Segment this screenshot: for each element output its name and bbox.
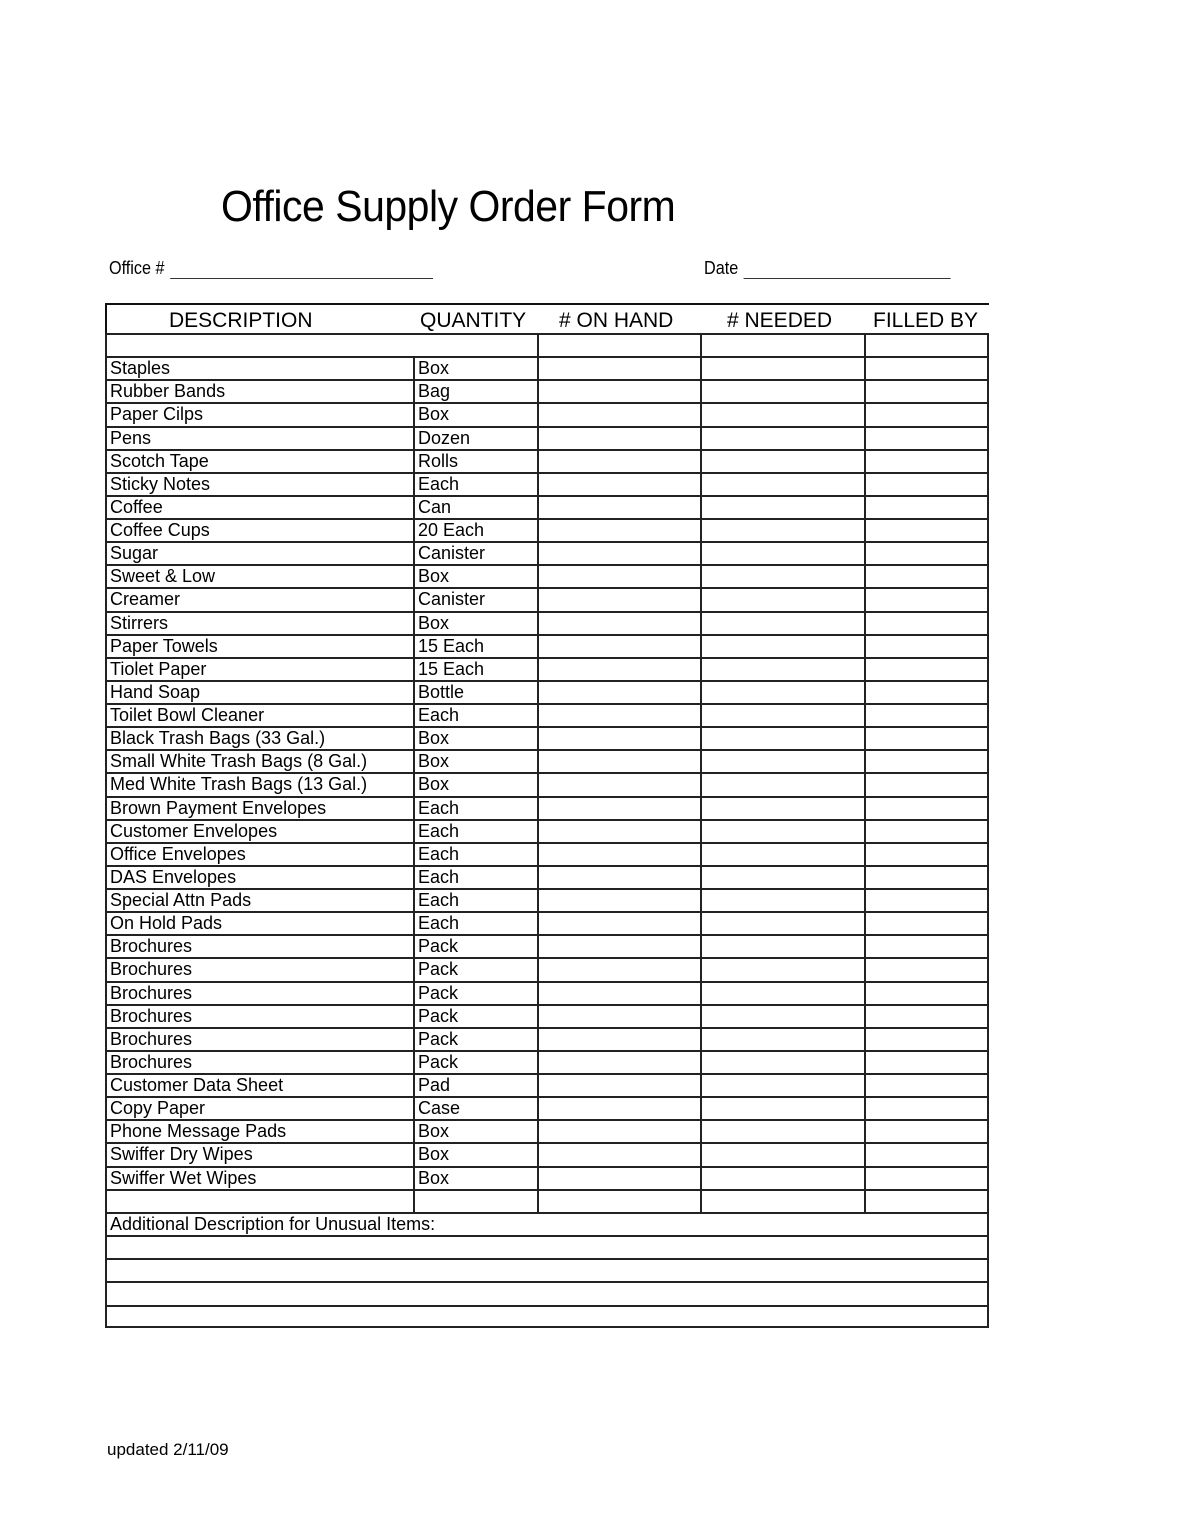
description-cell: Sugar xyxy=(105,541,413,564)
filled-by-cell[interactable] xyxy=(864,911,989,934)
quantity-cell: Each xyxy=(413,819,537,842)
quantity-cell: Pad xyxy=(413,1073,537,1096)
description-cell[interactable] xyxy=(105,1189,413,1212)
office-number-input[interactable] xyxy=(170,260,433,279)
table-row xyxy=(105,518,989,541)
description-cell: Coffee xyxy=(105,495,413,518)
needed-cell[interactable] xyxy=(700,772,864,795)
table-row xyxy=(105,981,989,1004)
needed-cell[interactable] xyxy=(700,611,864,634)
on-hand-cell[interactable] xyxy=(537,842,700,865)
description-cell: Brochures xyxy=(105,1050,413,1073)
quantity-cell: Box xyxy=(413,726,537,749)
on-hand-cell[interactable] xyxy=(537,680,700,703)
filled-by-cell[interactable] xyxy=(864,426,989,449)
needed-cell[interactable] xyxy=(700,934,864,957)
quantity-cell: Box xyxy=(413,564,537,587)
needed-cell[interactable] xyxy=(700,634,864,657)
needed-cell[interactable] xyxy=(700,957,864,980)
description-cell: Paper Cilps xyxy=(105,402,413,425)
description-cell: Creamer xyxy=(105,587,413,610)
filled-by-cell[interactable] xyxy=(864,402,989,425)
table-row-blank xyxy=(105,1189,989,1212)
description-cell: Pens xyxy=(105,426,413,449)
needed-cell[interactable] xyxy=(700,1027,864,1050)
filled-by-cell[interactable] xyxy=(864,495,989,518)
filled-by-cell[interactable] xyxy=(864,1073,989,1096)
table-row xyxy=(105,888,989,911)
needed-cell[interactable] xyxy=(700,379,864,402)
quantity-cell: Box xyxy=(413,772,537,795)
description-cell: Swiffer Dry Wipes xyxy=(105,1142,413,1165)
date-field xyxy=(704,257,951,279)
needed-cell[interactable] xyxy=(700,1119,864,1142)
filled-by-cell[interactable] xyxy=(864,703,989,726)
filled-by-cell[interactable] xyxy=(864,1189,989,1212)
on-hand-cell[interactable] xyxy=(537,865,700,888)
needed-cell[interactable] xyxy=(700,865,864,888)
on-hand-cell[interactable] xyxy=(537,1189,700,1212)
needed-cell[interactable] xyxy=(700,518,864,541)
needed-cell[interactable] xyxy=(700,587,864,610)
needed-cell[interactable] xyxy=(700,472,864,495)
quantity-cell: Bottle xyxy=(413,680,537,703)
on-hand-cell[interactable] xyxy=(537,934,700,957)
table-row xyxy=(105,703,989,726)
table-row xyxy=(105,1119,989,1142)
date-input[interactable] xyxy=(744,260,951,279)
quantity-cell: Pack xyxy=(413,1027,537,1050)
needed-cell[interactable] xyxy=(700,333,864,356)
filled-by-cell[interactable] xyxy=(864,865,989,888)
table-row-blank xyxy=(105,333,989,356)
table-row xyxy=(105,402,989,425)
on-hand-cell[interactable] xyxy=(537,911,700,934)
filled-by-cell[interactable] xyxy=(864,657,989,680)
table-row xyxy=(105,564,989,587)
table-row xyxy=(105,865,989,888)
filled-by-cell[interactable] xyxy=(864,518,989,541)
needed-cell[interactable] xyxy=(700,1142,864,1165)
description-cell: DAS Envelopes xyxy=(105,865,413,888)
quantity-cell: Box xyxy=(413,402,537,425)
quantity-cell: Box xyxy=(413,1142,537,1165)
description-cell: Customer Envelopes xyxy=(105,819,413,842)
description-cell: Brown Payment Envelopes xyxy=(105,796,413,819)
filled-by-cell[interactable] xyxy=(864,472,989,495)
on-hand-cell[interactable] xyxy=(537,796,700,819)
on-hand-cell[interactable] xyxy=(537,611,700,634)
table-row xyxy=(105,749,989,772)
description-cell: Swiffer Wet Wipes xyxy=(105,1166,413,1189)
filled-by-cell[interactable] xyxy=(864,1027,989,1050)
quantity-cell: Dozen xyxy=(413,426,537,449)
on-hand-cell[interactable] xyxy=(537,1096,700,1119)
needed-cell[interactable] xyxy=(700,796,864,819)
filled-by-cell[interactable] xyxy=(864,634,989,657)
needed-cell[interactable] xyxy=(700,819,864,842)
description-cell: Tiolet Paper xyxy=(105,657,413,680)
quantity-cell: Canister xyxy=(413,541,537,564)
needed-cell[interactable] xyxy=(700,726,864,749)
quantity-cell: Box xyxy=(413,611,537,634)
description-cell: Office Envelopes xyxy=(105,842,413,865)
filled-by-cell[interactable] xyxy=(864,1119,989,1142)
description-cell: On Hold Pads xyxy=(105,911,413,934)
filled-by-cell[interactable] xyxy=(864,379,989,402)
table-row xyxy=(105,426,989,449)
on-hand-cell[interactable] xyxy=(537,587,700,610)
table-row xyxy=(105,379,989,402)
table-row xyxy=(105,1142,989,1165)
on-hand-cell[interactable] xyxy=(537,333,700,356)
filled-by-cell[interactable] xyxy=(864,587,989,610)
quantity-cell: 15 Each xyxy=(413,634,537,657)
needed-cell[interactable] xyxy=(700,1073,864,1096)
table-row xyxy=(105,587,989,610)
needed-cell[interactable] xyxy=(700,356,864,379)
table-row xyxy=(105,356,989,379)
quantity-cell: Each xyxy=(413,472,537,495)
on-hand-cell[interactable] xyxy=(537,819,700,842)
quantity-cell: Box xyxy=(413,749,537,772)
filled-by-cell[interactable] xyxy=(864,772,989,795)
on-hand-cell[interactable] xyxy=(537,472,700,495)
needed-cell[interactable] xyxy=(700,1189,864,1212)
quantity-cell: Pack xyxy=(413,1004,537,1027)
on-hand-cell[interactable] xyxy=(537,518,700,541)
quantity-cell: Box xyxy=(413,1166,537,1189)
filled-by-cell[interactable] xyxy=(864,842,989,865)
description-cell: Rubber Bands xyxy=(105,379,413,402)
needed-cell[interactable] xyxy=(700,1050,864,1073)
table-row xyxy=(105,957,989,980)
on-hand-cell[interactable] xyxy=(537,449,700,472)
needed-cell[interactable] xyxy=(700,842,864,865)
additional-description-line[interactable] xyxy=(105,1235,989,1258)
table-row xyxy=(105,634,989,657)
table-row xyxy=(105,1004,989,1027)
header-quantity: QUANTITY xyxy=(420,309,527,332)
table-row xyxy=(105,842,989,865)
table-row xyxy=(105,611,989,634)
needed-cell[interactable] xyxy=(700,495,864,518)
quantity-cell: Can xyxy=(413,495,537,518)
description-cell: Coffee Cups xyxy=(105,518,413,541)
filled-by-cell[interactable] xyxy=(864,796,989,819)
quantity-cell: Canister xyxy=(413,587,537,610)
quantity-cell: Pack xyxy=(413,957,537,980)
filled-by-cell[interactable] xyxy=(864,333,989,356)
filled-by-cell[interactable] xyxy=(864,819,989,842)
quantity-cell[interactable] xyxy=(413,333,537,356)
description-cell: Brochures xyxy=(105,1004,413,1027)
quantity-cell: 20 Each xyxy=(413,518,537,541)
quantity-cell: Pack xyxy=(413,1050,537,1073)
filled-by-cell[interactable] xyxy=(864,564,989,587)
quantity-cell: Box xyxy=(413,1119,537,1142)
description-cell: Sweet & Low xyxy=(105,564,413,587)
on-hand-cell[interactable] xyxy=(537,772,700,795)
filled-by-cell[interactable] xyxy=(864,1096,989,1119)
needed-cell[interactable] xyxy=(700,541,864,564)
filled-by-cell[interactable] xyxy=(864,726,989,749)
quantity-cell: Case xyxy=(413,1096,537,1119)
quantity-cell: Each xyxy=(413,888,537,911)
table-row xyxy=(105,772,989,795)
additional-description-line[interactable] xyxy=(105,1305,989,1328)
quantity-cell: Each xyxy=(413,796,537,819)
description-cell: Paper Towels xyxy=(105,634,413,657)
description-cell: Special Attn Pads xyxy=(105,888,413,911)
order-table xyxy=(105,303,989,1328)
table-row xyxy=(105,1166,989,1189)
table-row xyxy=(105,1096,989,1119)
description-cell: Black Trash Bags (33 Gal.) xyxy=(105,726,413,749)
filled-by-cell[interactable] xyxy=(864,356,989,379)
description-cell: Phone Message Pads xyxy=(105,1119,413,1142)
description-cell: Brochures xyxy=(105,981,413,1004)
description-cell: Scotch Tape xyxy=(105,449,413,472)
needed-cell[interactable] xyxy=(700,1166,864,1189)
needed-cell[interactable] xyxy=(700,1096,864,1119)
header-filled-by: FILLED BY xyxy=(873,309,979,332)
header-description: DESCRIPTION xyxy=(169,309,313,332)
filled-by-cell[interactable] xyxy=(864,449,989,472)
quantity-cell: Pack xyxy=(413,934,537,957)
quantity-cell[interactable] xyxy=(413,1189,537,1212)
needed-cell[interactable] xyxy=(700,749,864,772)
table-row xyxy=(105,819,989,842)
needed-cell[interactable] xyxy=(700,449,864,472)
description-cell: Small White Trash Bags (8 Gal.) xyxy=(105,749,413,772)
on-hand-cell[interactable] xyxy=(537,564,700,587)
needed-cell[interactable] xyxy=(700,680,864,703)
on-hand-cell[interactable] xyxy=(537,402,700,425)
on-hand-cell[interactable] xyxy=(537,379,700,402)
table-row xyxy=(105,472,989,495)
table-row xyxy=(105,657,989,680)
quantity-cell: Each xyxy=(413,703,537,726)
needed-cell[interactable] xyxy=(700,657,864,680)
on-hand-cell[interactable] xyxy=(537,1142,700,1165)
on-hand-cell[interactable] xyxy=(537,957,700,980)
on-hand-cell[interactable] xyxy=(537,888,700,911)
quantity-cell: 15 Each xyxy=(413,657,537,680)
quantity-cell: Box xyxy=(413,356,537,379)
quantity-cell: Pack xyxy=(413,981,537,1004)
description-cell: Stirrers xyxy=(105,611,413,634)
on-hand-cell[interactable] xyxy=(537,1119,700,1142)
description-cell: Hand Soap xyxy=(105,680,413,703)
table-row xyxy=(105,911,989,934)
filled-by-cell[interactable] xyxy=(864,957,989,980)
filled-by-cell[interactable] xyxy=(864,981,989,1004)
table-row xyxy=(105,726,989,749)
needed-cell[interactable] xyxy=(700,981,864,1004)
description-cell: Copy Paper xyxy=(105,1096,413,1119)
filled-by-cell[interactable] xyxy=(864,1004,989,1027)
filled-by-cell[interactable] xyxy=(864,888,989,911)
needed-cell[interactable] xyxy=(700,402,864,425)
filled-by-cell[interactable] xyxy=(864,680,989,703)
on-hand-cell[interactable] xyxy=(537,1166,700,1189)
description-cell: Brochures xyxy=(105,1027,413,1050)
additional-description-label: Additional Description for Unusual Items: xyxy=(105,1212,989,1235)
quantity-cell: Rolls xyxy=(413,449,537,472)
table-row xyxy=(105,541,989,564)
on-hand-cell[interactable] xyxy=(537,981,700,1004)
on-hand-cell[interactable] xyxy=(537,657,700,680)
on-hand-cell[interactable] xyxy=(537,426,700,449)
filled-by-cell[interactable] xyxy=(864,541,989,564)
on-hand-cell[interactable] xyxy=(537,749,700,772)
on-hand-cell[interactable] xyxy=(537,1004,700,1027)
additional-description-line[interactable] xyxy=(105,1258,989,1281)
form-title: Office Supply Order Form xyxy=(221,182,676,231)
on-hand-cell[interactable] xyxy=(537,356,700,379)
quantity-cell: Each xyxy=(413,911,537,934)
date-label: Date xyxy=(704,258,739,278)
description-cell: Customer Data Sheet xyxy=(105,1073,413,1096)
on-hand-cell[interactable] xyxy=(537,1027,700,1050)
description-cell: Staples xyxy=(105,356,413,379)
needed-cell[interactable] xyxy=(700,564,864,587)
table-row xyxy=(105,934,989,957)
description-cell: Brochures xyxy=(105,957,413,980)
quantity-cell: Bag xyxy=(413,379,537,402)
filled-by-cell[interactable] xyxy=(864,934,989,957)
table-row xyxy=(105,1027,989,1050)
quantity-cell: Each xyxy=(413,842,537,865)
office-number-field xyxy=(109,257,433,279)
needed-cell[interactable] xyxy=(700,911,864,934)
filled-by-cell[interactable] xyxy=(864,1166,989,1189)
table-row xyxy=(105,1050,989,1073)
table-row xyxy=(105,495,989,518)
on-hand-cell[interactable] xyxy=(537,495,700,518)
table-header xyxy=(105,303,989,333)
filled-by-cell[interactable] xyxy=(864,749,989,772)
table-row xyxy=(105,796,989,819)
table-row xyxy=(105,680,989,703)
additional-description-line[interactable] xyxy=(105,1281,989,1304)
on-hand-cell[interactable] xyxy=(537,1050,700,1073)
updated-date: updated 2/11/09 xyxy=(107,1440,229,1459)
quantity-cell: Each xyxy=(413,865,537,888)
description-cell: Brochures xyxy=(105,934,413,957)
description-cell: Med White Trash Bags (13 Gal.) xyxy=(105,772,413,795)
filled-by-cell[interactable] xyxy=(864,1050,989,1073)
on-hand-cell[interactable] xyxy=(537,1073,700,1096)
on-hand-cell[interactable] xyxy=(537,541,700,564)
needed-cell[interactable] xyxy=(700,1004,864,1027)
filled-by-cell[interactable] xyxy=(864,1142,989,1165)
needed-cell[interactable] xyxy=(700,703,864,726)
needed-cell[interactable] xyxy=(700,426,864,449)
table-row xyxy=(105,1073,989,1096)
on-hand-cell[interactable] xyxy=(537,703,700,726)
needed-cell[interactable] xyxy=(700,888,864,911)
description-cell[interactable] xyxy=(105,333,413,356)
filled-by-cell[interactable] xyxy=(864,611,989,634)
header-needed: # NEEDED xyxy=(727,309,833,332)
additional-description-lines xyxy=(105,1235,989,1328)
description-cell: Sticky Notes xyxy=(105,472,413,495)
description-cell: Toilet Bowl Cleaner xyxy=(105,703,413,726)
office-number-label: Office # xyxy=(109,258,165,278)
header-on-hand: # ON HAND xyxy=(559,309,674,332)
on-hand-cell[interactable] xyxy=(537,634,700,657)
item-rows xyxy=(105,356,989,1189)
on-hand-cell[interactable] xyxy=(537,726,700,749)
table-row xyxy=(105,449,989,472)
